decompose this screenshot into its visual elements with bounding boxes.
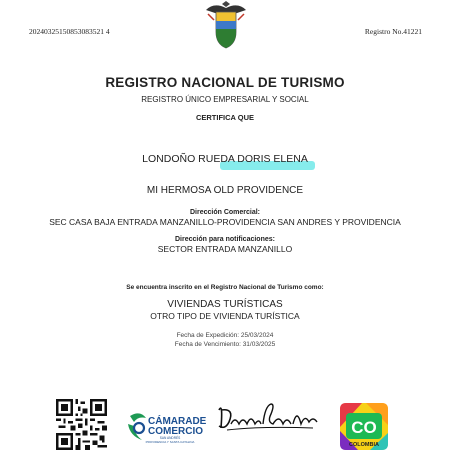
coat-of-arms-icon [204,0,248,50]
chamber-of-commerce-logo [126,408,206,448]
co-logo-subtext: COLOMBIA [349,442,379,448]
qr-code-icon [54,399,109,450]
colombia-co-logo [340,403,388,450]
expiry-date: Fecha de Vencimiento: 31/03/2025 [174,341,276,348]
commercial-address: SEC CASA BAJA ENTRADA MANZANILLO-PROVIDENCIA SAN ANDRES Y PROVIDENCIA [49,217,401,227]
subcategory: OTRO TIPO DE VIVIENDA TURÍSTICA [150,311,300,321]
registered-statement: Se encuentra inscrito en el Registro Nacional de Turismo como: [126,284,324,291]
document-title: REGISTRO NACIONAL DE TURISMO [105,75,345,90]
issue-date: Fecha de Expedición: 25/03/2024 [176,332,274,339]
chamber-city: SAN ANDRÉS [159,436,181,440]
holder-name: LONDOÑO RUEDA DORIS ELENA [142,153,308,165]
notification-address-label: Dirección para notificaciones: [175,236,275,243]
category: VIVIENDAS TURÍSTICAS [167,299,283,310]
chamber-name-line2: COMERCIO [148,426,203,437]
chamber-name-line1: CÁMARADE [148,416,206,427]
co-logo-text: CO [351,418,377,437]
establishment-name: MI HERMOSA OLD PROVIDENCE [146,185,304,196]
registry-number: Registro No.41221 [364,27,422,36]
commercial-address-label: Dirección Comercial: [189,209,261,216]
chamber-region: PROVIDENCIA Y SANTA CATALINA [145,440,195,444]
notification-address: SECTOR ENTRADA MANZANILLO [157,244,293,254]
certifies-heading: CERTIFICA QUE [195,113,255,122]
document-subtitle: REGISTRO ÚNICO EMPRESARIAL Y SOCIAL [141,95,309,104]
handwritten-signature [213,400,323,440]
registration-code: 20240325150853083521 4 [29,27,110,36]
